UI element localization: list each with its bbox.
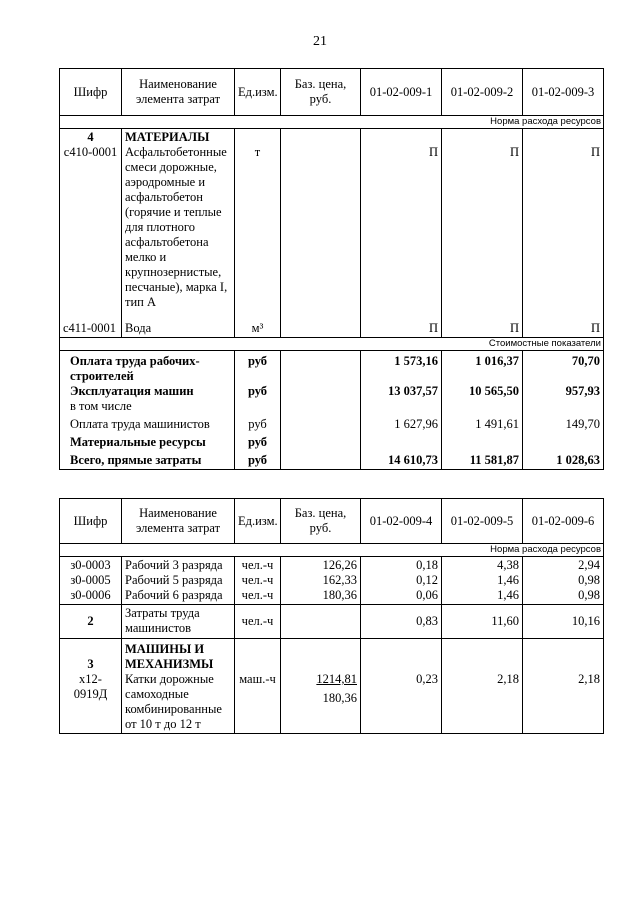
header-price: Баз. цена, руб. bbox=[281, 69, 361, 116]
header-row-2 bbox=[60, 499, 604, 544]
header2-name: Наименование элемента затрат bbox=[122, 499, 235, 544]
cost-v2-5: 11 581,87 bbox=[469, 452, 519, 467]
labor-v3-0: 2,94 bbox=[578, 558, 600, 572]
header2-price: Баз. цена, руб. bbox=[281, 499, 361, 544]
cost-unit-0: руб bbox=[247, 353, 268, 368]
cost-v1-5: 14 610,73 bbox=[388, 452, 438, 467]
cost-name-1: Эксплуатация машин bbox=[70, 383, 194, 398]
band-cost: Стоимостные показатели bbox=[60, 337, 604, 350]
cost-name-4: Материальные ресурсы bbox=[70, 434, 206, 449]
material-v1: П bbox=[428, 145, 438, 159]
operators-v1: 0,83 bbox=[361, 605, 442, 639]
labor-v1-0: 0,18 bbox=[416, 558, 438, 572]
labor-v3-1: 0,98 bbox=[578, 573, 600, 587]
band2-norm: Норма расхода ресурсов bbox=[60, 544, 604, 557]
cost-unit-3: руб bbox=[248, 416, 267, 431]
band-norm: Норма расхода ресурсов bbox=[60, 116, 604, 129]
material-name: Асфальтобетонные смеси дорожные, аэродромные и асфальтобетон (горячие и теплые для плотного асфальтобетона мелко и крупнозернистые, песчаные), марка I, тип А bbox=[125, 145, 228, 309]
page-number: 21 bbox=[313, 34, 327, 49]
labor-unit-2: чел.-ч bbox=[241, 588, 274, 602]
machine-price-1: 1214,81 bbox=[316, 672, 357, 686]
section-number: 4 с410-0001 bbox=[60, 129, 122, 312]
material-name-cell bbox=[122, 129, 235, 312]
machines-title: МАШИНЫ И МЕХАНИЗМЫ bbox=[125, 642, 214, 671]
machine-price-2: 180,36 bbox=[322, 691, 357, 705]
cost-name-0: Оплата труда рабочих-строителей bbox=[70, 353, 200, 383]
cost-name-3: Оплата труда машинистов bbox=[70, 416, 210, 431]
cost-unit-5: руб bbox=[247, 452, 268, 467]
header2-norm-5: 01-02-009-5 bbox=[442, 499, 523, 544]
labor-price-0: 126,26 bbox=[322, 558, 357, 572]
section-materials-row bbox=[60, 129, 604, 312]
operators-unit: чел.-ч bbox=[235, 605, 281, 639]
labor-name-2: Рабочий 6 разряда bbox=[125, 588, 223, 602]
header2-norm-4: 01-02-009-4 bbox=[361, 499, 442, 544]
resource-table-1 bbox=[59, 68, 604, 470]
material-v3: П bbox=[590, 145, 600, 159]
operators-v3: 10,16 bbox=[523, 605, 604, 639]
machine-v3: 2,18 bbox=[578, 672, 600, 686]
labor-price-2: 180,36 bbox=[322, 588, 357, 602]
operators-v2: 11,60 bbox=[442, 605, 523, 639]
water-unit: м³ bbox=[235, 311, 281, 337]
operators-row bbox=[60, 605, 604, 639]
water-name: Вода bbox=[122, 311, 235, 337]
header-norm-2: 01-02-009-2 bbox=[442, 69, 523, 116]
header2-norm-6: 01-02-009-6 bbox=[523, 499, 604, 544]
material-unit: т bbox=[254, 145, 261, 159]
header2-unit: Ед.изм. bbox=[235, 499, 281, 544]
labor-block bbox=[60, 557, 604, 605]
cost-name-2: в том числе bbox=[70, 398, 132, 413]
resource-table-2 bbox=[59, 498, 604, 734]
water-v1: П bbox=[361, 311, 442, 337]
cost-unit-1: руб bbox=[247, 383, 268, 398]
labor-unit-1: чел.-ч bbox=[241, 573, 274, 587]
cost-v1-1: 13 037,57 bbox=[388, 383, 438, 398]
labor-name-1: Рабочий 5 разряда bbox=[125, 573, 223, 587]
operators-name: Затраты труда машинистов bbox=[122, 605, 235, 639]
header-row bbox=[60, 69, 604, 116]
labor-v1-2: 0,06 bbox=[416, 588, 438, 602]
water-code: с411-0001 bbox=[60, 311, 122, 337]
material-v2: П bbox=[509, 145, 519, 159]
labor-v1-1: 0,12 bbox=[416, 573, 438, 587]
labor-price-1: 162,33 bbox=[322, 573, 357, 587]
labor-v2-1: 1,46 bbox=[497, 573, 519, 587]
header-norm-1: 01-02-009-1 bbox=[361, 69, 442, 116]
water-v2: П bbox=[442, 311, 523, 337]
labor-unit-0: чел.-ч bbox=[241, 558, 274, 572]
header-code: Шифр bbox=[60, 69, 122, 116]
water-v3: П bbox=[523, 311, 604, 337]
labor-code-2: з0-0006 bbox=[70, 588, 111, 602]
machine-v1: 0,23 bbox=[416, 672, 438, 686]
section-title: МАТЕРИАЛЫ bbox=[125, 130, 210, 144]
machines-number: 3 bbox=[87, 657, 94, 671]
labor-v2-2: 1,46 bbox=[497, 588, 519, 602]
water-row bbox=[60, 311, 604, 337]
cost-v2-1: 10 565,50 bbox=[469, 383, 519, 398]
machine-v2: 2,18 bbox=[497, 672, 519, 686]
header2-code: Шифр bbox=[60, 499, 122, 544]
cost-v2-0: 1 016,37 bbox=[475, 353, 519, 368]
labor-code-1: з0-0005 bbox=[70, 573, 111, 587]
operators-code: 2 bbox=[60, 605, 122, 639]
cost-v3-1: 957,93 bbox=[565, 383, 600, 398]
labor-v3-2: 0,98 bbox=[578, 588, 600, 602]
cost-block bbox=[60, 350, 604, 469]
header-unit: Ед.изм. bbox=[235, 69, 281, 116]
labor-name-0: Рабочий 3 разряда bbox=[125, 558, 223, 572]
cost-v2-3: 1 491,61 bbox=[475, 416, 519, 431]
cost-v3-3: 149,70 bbox=[565, 416, 600, 431]
labor-code-0: з0-0003 bbox=[70, 558, 111, 572]
header-name: Наименование элемента затрат bbox=[122, 69, 235, 116]
cost-name-5: Всего, прямые затраты bbox=[70, 452, 202, 467]
header-norm-3: 01-02-009-3 bbox=[523, 69, 604, 116]
material-code: с410-0001 bbox=[63, 145, 118, 159]
machine-unit: маш.-ч bbox=[239, 672, 276, 686]
cost-v3-5: 1 028,63 bbox=[556, 452, 600, 467]
cost-v3-0: 70,70 bbox=[571, 353, 600, 368]
machine-name: Катки дорожные самоходные комбинированные от 10 т до 12 т bbox=[125, 672, 222, 731]
cost-v1-3: 1 627,96 bbox=[394, 416, 438, 431]
cost-unit-4: руб bbox=[247, 434, 268, 449]
machine-code: х12-0919Д bbox=[73, 672, 108, 701]
cost-v1-0: 1 573,16 bbox=[394, 353, 438, 368]
machines-block bbox=[60, 639, 604, 734]
labor-v2-0: 4,38 bbox=[497, 558, 519, 572]
